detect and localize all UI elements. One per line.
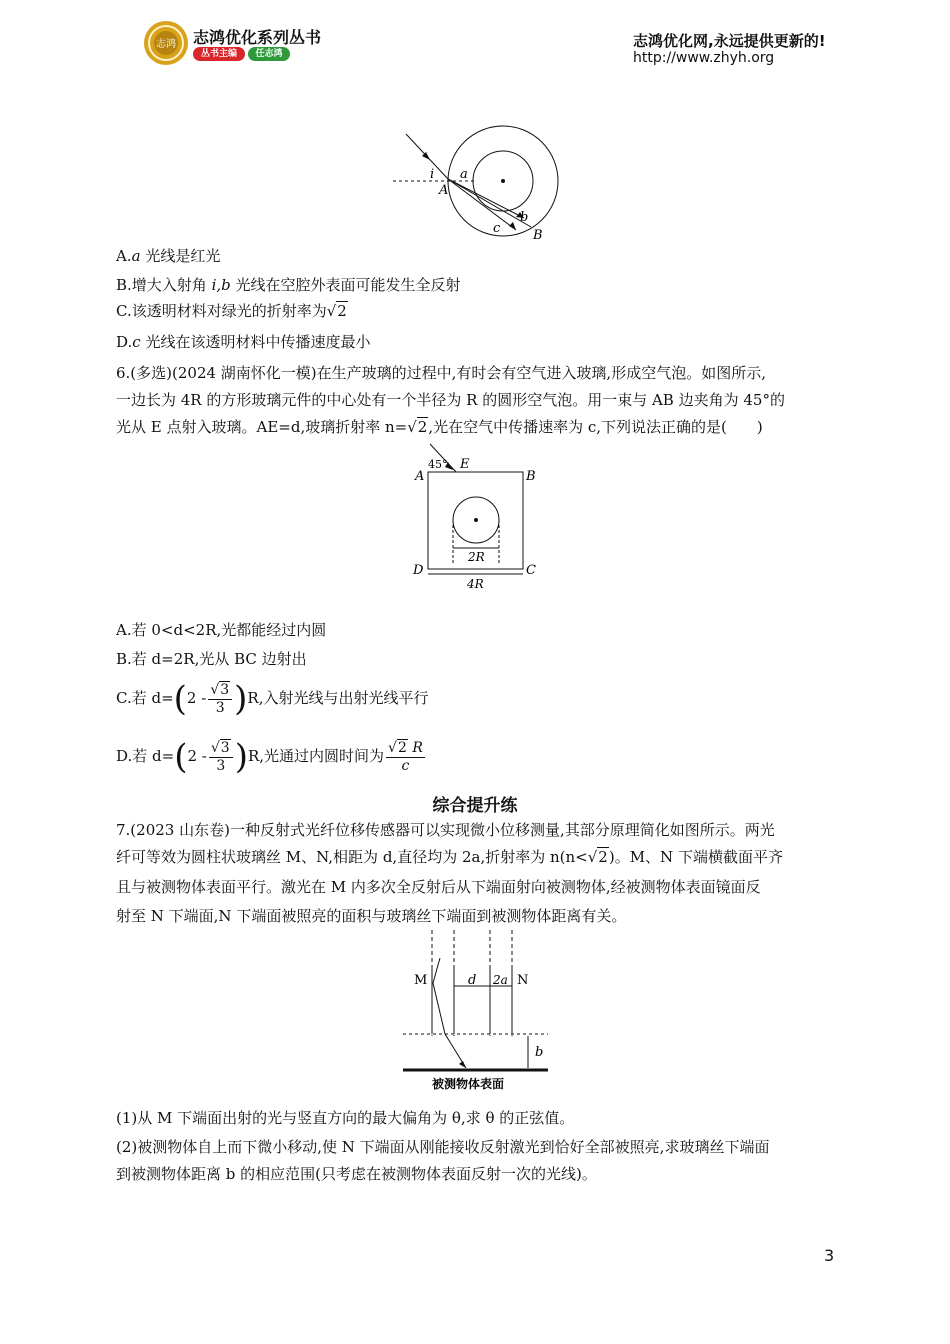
q5-label-A: A (439, 183, 449, 198)
brand-logo-icon (143, 20, 189, 66)
q6-label-D: D (413, 563, 424, 578)
q5-option-b: B.增大入射角 i,b 光线在空腔外表面可能发生全反射 (116, 276, 461, 294)
q6-label-E: E (460, 457, 470, 472)
q6-stem-line3: 光从 E 点射入玻璃。AE=d,玻璃折射率 n=√2,光在空气中传播速率为 c,下列说法正确的是( ) (116, 418, 763, 436)
q6-option-d: D.若 d=(2 - $\frac{√3}{3}$ )R,光通过内圆时间为 $\frac{√2 R}{c}$ (116, 737, 423, 777)
q7-stem-line2: 纤可等效为圆柱状玻璃丝 M、N,相距为 d,直径均为 2a,折射率为 n(n<√2)。M、N 下端横截面平齐 (116, 848, 783, 866)
q6-option-c: C.若 d=(2 - $\frac{√3}{3}$ )R,入射光线与出射光线平行 (116, 679, 429, 719)
q5-label-a: a (460, 167, 468, 182)
q5-option-d: D.c 光线在该透明材料中传播速度最小 (116, 333, 371, 351)
editor-name: 任志鸿 (248, 47, 290, 61)
brand-title: 志鸿优化系列丛书 (193, 28, 322, 47)
q6-option-b: B.若 d=2R,光从 BC 边射出 (116, 650, 307, 668)
q7-subquestion-2-line1: (2)被测物体自上而下微小移动,使 N 下端面从刚能接收反射激光到恰好全部被照亮,求玻璃丝下端面 (116, 1138, 770, 1156)
logo-text: 志鸿 (156, 39, 176, 50)
q6-label-2R: 2R (468, 550, 485, 564)
q7-stem-line3: 且与被测物体表面平行。激光在 M 内多次全反射后从下端面射向被测物体,经被测物体表面镜面反 (116, 878, 761, 896)
q7-label-M: M (414, 973, 428, 988)
q7-label-N: N (517, 973, 529, 988)
q5-option-c: C.该透明材料对绿光的折射率为√2 (116, 302, 347, 320)
q7-label-b: b (535, 1045, 544, 1060)
q7-label-2a: 2a (493, 973, 508, 987)
q7-stem-line1: 7.(2023 山东卷)一种反射式光纤位移传感器可以实现微小位移测量,其部分原理简化如图所示。两光 (116, 821, 775, 839)
q6-figure (408, 440, 548, 592)
q5-figure (388, 122, 568, 244)
q5-label-B: B (533, 228, 543, 243)
q6-label-B: B (526, 469, 536, 484)
header-url[interactable]: http://www.zhyh.org (633, 50, 775, 66)
q7-figure (400, 928, 560, 1096)
q7-label-d: d (468, 973, 477, 988)
q5-label-i: i (430, 167, 435, 182)
q6-label-4R: 4R (467, 577, 484, 591)
q7-label-surface: 被测物体表面 (432, 1077, 505, 1091)
q6-stem-line1: 6.(多选)(2024 湖南怀化一模)在生产玻璃的过程中,有时会有空气进入玻璃,形成空气泡。如图所示, (116, 364, 766, 382)
q6-label-C: C (526, 563, 536, 578)
q5-label-b: b (520, 210, 529, 225)
page-number: 3 (824, 1246, 835, 1265)
q6-label-angle: 45° (428, 458, 448, 471)
q7-subquestion-1: (1)从 M 下端面出射的光与竖直方向的最大偏角为 θ,求 θ 的正弦值。 (116, 1109, 575, 1127)
q5-option-a: A.a 光线是红光 (116, 247, 221, 265)
q7-subquestion-2-line2: 到被测物体距离 b 的相应范围(只考虑在被测物体表面反射一次的光线)。 (116, 1165, 597, 1183)
q7-stem-line4: 射至 N 下端面,N 下端面被照亮的面积与玻璃丝下端面到被测物体距离有关。 (116, 907, 627, 925)
q6-stem-line2: 一边长为 4R 的方形玻璃元件的中心处有一个半径为 R 的圆形空气泡。用一束与 AB 边夹角为 45°的 (116, 391, 785, 409)
header-slogan: 志鸿优化网,永远提供更新的! (633, 32, 826, 50)
q5-label-c: c (493, 221, 501, 236)
q6-option-a: A.若 0<d<2R,光都能经过内圆 (116, 621, 327, 639)
section-title: 综合提升练 (432, 796, 518, 816)
q6-label-A: A (415, 469, 425, 484)
editor-label: 丛书主编 (193, 47, 245, 61)
